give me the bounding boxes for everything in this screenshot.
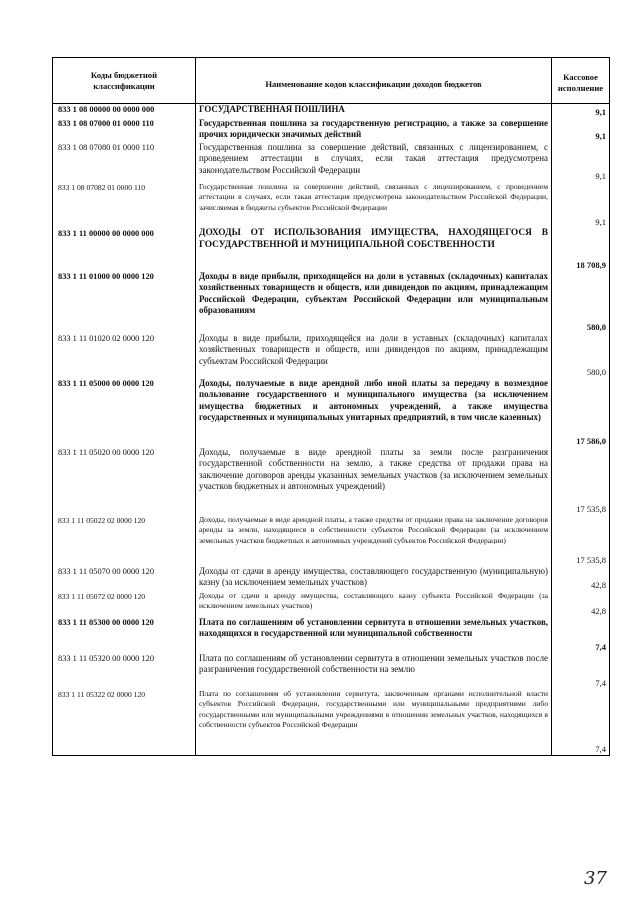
table-row xyxy=(53,653,609,689)
row-amount: 580,0 xyxy=(586,367,606,377)
row-name: ГОСУДАРСТВЕННАЯ ПОШЛИНА xyxy=(196,104,552,118)
row-code: 833 1 08 07080 01 0000 110 xyxy=(53,142,196,182)
row-name: Плата по соглашениям об установлении сервитута в отношении земельных участков после разграничения государственной собственности на землю xyxy=(196,653,552,689)
row-name: Доходы, получаемые в виде арендной платы за земли после разграничения государственной собственности на землю, а также средства от продажи права на заключение договоров аренды указанных земельных участков (за исключением земельных участков бюджетных и автономных учреждений) xyxy=(196,447,552,515)
row-code: 833 1 11 01020 02 0000 120 xyxy=(53,333,196,378)
row-amount: 9,1 xyxy=(595,217,606,227)
table-row xyxy=(53,104,609,118)
row-name: Доходы, получаемые в виде арендной либо иной платы за передачу в возмездное пользование государственного и муниципального имущества (за исключением имущества бюджетных и автономных учреждений, а также имущества государственных и муниципальных унитарных предприятий, в том числе казенных) xyxy=(196,378,552,447)
table-row xyxy=(53,228,609,271)
table-row xyxy=(53,447,609,515)
table-row xyxy=(53,617,609,653)
row-amount: 9,1 xyxy=(595,131,606,141)
row-amount: 7,4 xyxy=(595,744,606,754)
row-code: 833 1 11 05000 00 0000 120 xyxy=(53,378,196,447)
row-name: Доходы от сдачи в аренду имущества, составляющего казну субъекта Российской Федерации (за исключением земельных участков) xyxy=(196,591,552,617)
row-code: 833 1 11 05072 02 0000 120 xyxy=(53,591,196,617)
row-amount: 42,8 xyxy=(591,580,606,590)
row-code: 833 1 08 07082 01 0000 110 xyxy=(53,182,196,228)
row-amount: 580,0 xyxy=(586,322,606,332)
row-amount: 17 535,8 xyxy=(576,555,606,565)
row-name: Плата по соглашениям об установлении сервитута в отношении земельных участков, находящихся в государственной или муниципальной собственности xyxy=(196,617,552,653)
row-amount: 7,4 xyxy=(595,678,606,688)
row-code: 833 1 11 05322 02 0000 120 xyxy=(53,689,196,755)
row-name: ДОХОДЫ ОТ ИСПОЛЬЗОВАНИЯ ИМУЩЕСТВА, НАХОДЯЩЕГОСЯ В ГОСУДАРСТВЕННОЙ И МУНИЦИПАЛЬНОЙ СОБСТВЕННОСТИ xyxy=(196,228,552,271)
row-amount: 42,8 xyxy=(591,606,606,616)
row-amount: 9,1 xyxy=(595,107,606,117)
row-code: 833 1 11 00000 00 0000 000 xyxy=(53,228,196,271)
row-code: 833 1 11 05300 00 0000 120 xyxy=(53,617,196,653)
row-code: 833 1 08 07000 01 0000 110 xyxy=(53,118,196,142)
row-amount: 17 586,0 xyxy=(576,436,606,446)
row-code: 833 1 11 05070 00 0000 120 xyxy=(53,566,196,591)
header-code: Коды бюджетной классификации xyxy=(53,58,196,103)
table-row xyxy=(53,118,609,142)
row-code: 833 1 11 05320 00 0000 120 xyxy=(53,653,196,689)
row-amount: 18 708,9 xyxy=(576,260,606,270)
table-row xyxy=(53,591,609,617)
row-name: Доходы в виде прибыли, приходящейся на доли в уставных (складочных) капиталах хозяйственных товариществ и обществ, или дивидендов по акциям, принадлежащим субъектам Российской Федерации xyxy=(196,333,552,378)
table-row xyxy=(53,333,609,378)
row-amount: 17 535,8 xyxy=(576,504,606,514)
table-row xyxy=(53,378,609,447)
table-row xyxy=(53,182,609,228)
table-header xyxy=(53,58,609,104)
header-name: Наименование кодов классификации доходов бюджетов xyxy=(196,58,552,103)
row-name: Плата по соглашениям об установлении сервитута, заключенным органами исполнительной власти субъектов Российской Федерации, государственными или муниципальными предприятиями либо государственными или муниципальными учреждениями в отношении земельных участков, находящихся в собственности субъектов Российской Федерации xyxy=(196,689,552,755)
row-amount: 7,4 xyxy=(595,642,606,652)
row-name: Государственная пошлина за совершение действий, связанных с лицензированием, с проведением аттестации в случаях, если такая аттестация предусмотрена законодательством Российской Федерации, зачисляемая в бюджеты субъектов Российской Федерации xyxy=(196,182,552,228)
row-code: 833 1 08 00000 00 0000 000 xyxy=(53,104,196,118)
table-row xyxy=(53,689,609,755)
row-amount: 9,1 xyxy=(595,171,606,181)
row-name: Доходы от сдачи в аренду имущества, составляющего государственную (муниципальную) казну (за исключением земельных участков) xyxy=(196,566,552,591)
table-row xyxy=(53,271,609,333)
row-name: Доходы, получаемые в виде арендной платы, а также средства от продажи права на заключение договоров аренды за земли, находящиеся в собственности субъектов Российской Федерации (за исключением земельных участков бюджетных и автономных учреждений субъектов Российской Федерации) xyxy=(196,515,552,566)
table-body xyxy=(53,104,609,755)
row-name: Государственная пошлина за совершение действий, связанных с лицензированием, с проведением аттестации в случаях, если такая аттестация предусмотрена законодательством Российской Федерации xyxy=(196,142,552,182)
revenue-table xyxy=(52,57,610,756)
row-name: Доходы в виде прибыли, приходящейся на доли в уставных (складочных) капиталах хозяйственных товариществ и обществ, или дивидендов по акциям, принадлежащим Российской Федерации, субъектам Российской Федерации или муниципальным образованиям xyxy=(196,271,552,333)
page-number: 37 xyxy=(584,868,607,889)
table-row xyxy=(53,515,609,566)
row-code: 833 1 11 01000 00 0000 120 xyxy=(53,271,196,333)
row-code: 833 1 11 05020 00 0000 120 xyxy=(53,447,196,515)
row-code: 833 1 11 05022 02 0000 120 xyxy=(53,515,196,566)
table-row xyxy=(53,142,609,182)
table-row xyxy=(53,566,609,591)
header-amount: Кассовое исполнение xyxy=(557,71,604,93)
row-name: Государственная пошлина за государственную регистрацию, а также за совершение прочих юридически значимых действий xyxy=(196,118,552,142)
